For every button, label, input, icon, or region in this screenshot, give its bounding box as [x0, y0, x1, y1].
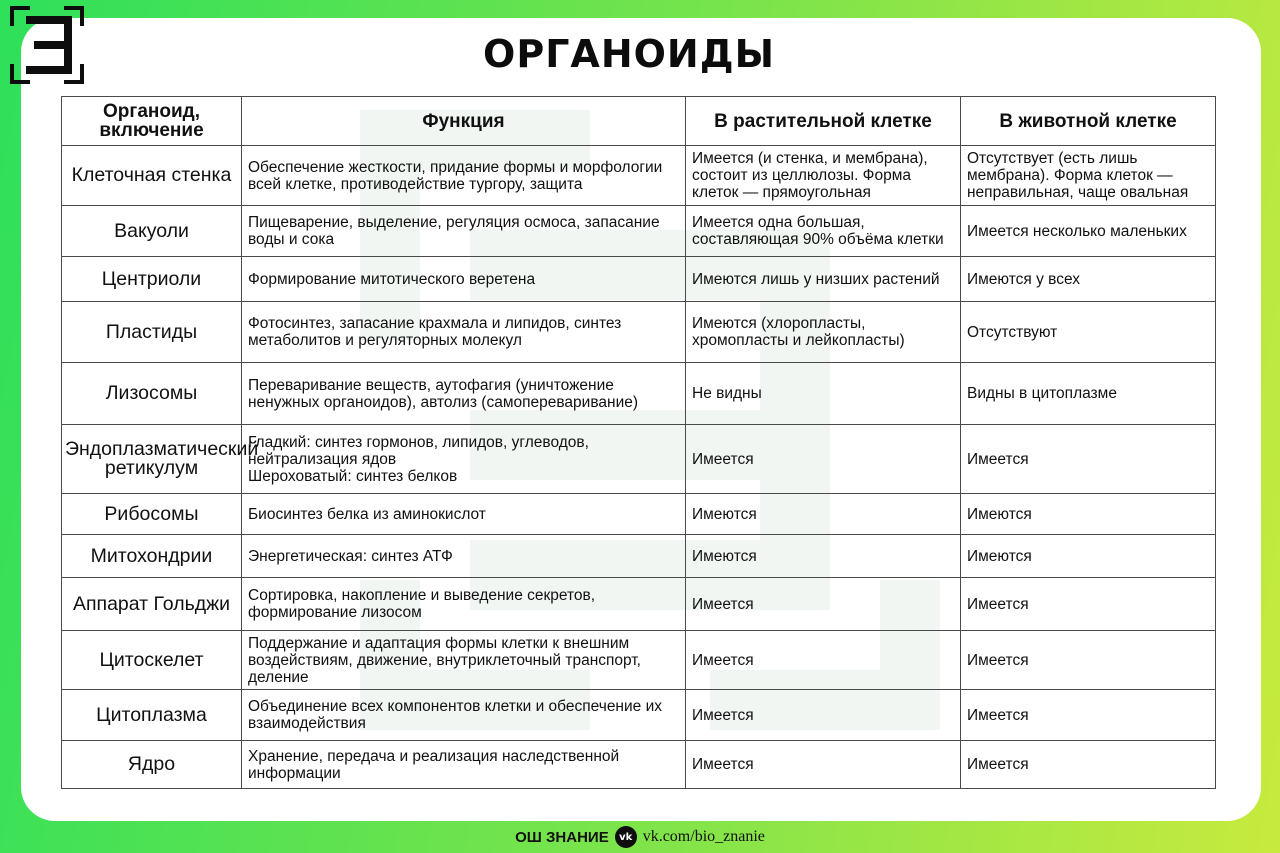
footer-brand: ОШ ЗНАНИЕ	[515, 828, 609, 846]
animal-cell-value: Имеется несколько маленьких	[961, 206, 1216, 257]
function-cell: Обеспечение жесткости, придание формы и морфологии всей клетке, противодействие тургору, защита	[242, 146, 686, 206]
animal-cell-value: Имеются у всех	[961, 257, 1216, 302]
animal-cell-value: Имеется	[961, 741, 1216, 789]
organelle-name-cell: Клеточная стенка	[62, 146, 242, 206]
function-cell: Пищеварение, выделение, регуляция осмоса, запасание воды и сока	[242, 206, 686, 257]
plant-cell-value: Имеется	[686, 631, 961, 690]
animal-cell-value: Имеется	[961, 631, 1216, 690]
organelle-name-cell: Митохондрии	[62, 535, 242, 578]
organelle-name-cell: Эндоплазматический ретикулум	[62, 425, 242, 494]
animal-cell-value: Видны в цитоплазме	[961, 363, 1216, 425]
organelle-name-cell: Лизосомы	[62, 363, 242, 425]
header-plant-cell: В растительной клетке	[686, 97, 961, 146]
footer-link[interactable]: vk.com/bio_znanie	[642, 828, 765, 845]
function-cell: Гладкий: синтез гормонов, липидов, углеводов, нейтрализация ядов Шероховатый: синтез белков	[242, 425, 686, 494]
organelle-name-cell: Цитоскелет	[62, 631, 242, 690]
plant-cell-value: Имеются (хлоропласты, хромопласты и лейкопласты)	[686, 302, 961, 363]
plant-cell-value: Имеется одна большая, составляющая 90% объёма клетки	[686, 206, 961, 257]
vk-icon: vk	[615, 826, 637, 848]
function-cell: Фотосинтез, запасание крахмала и липидов, синтез метаболитов и регуляторных молекул	[242, 302, 686, 363]
function-cell: Биосинтез белка из аминокислот	[242, 494, 686, 535]
footer	[0, 826, 1280, 848]
animal-cell-value: Имеется	[961, 578, 1216, 631]
organelle-name-cell: Цитоплазма	[62, 690, 242, 741]
plant-cell-value: Имеется	[686, 425, 961, 494]
animal-cell-value: Имеются	[961, 494, 1216, 535]
table-row	[62, 425, 1216, 494]
plant-cell-value: Имеется	[686, 741, 961, 789]
animal-cell-value: Имеется	[961, 425, 1216, 494]
header-animal-cell: В животной клетке	[961, 97, 1216, 146]
animal-cell-value: Имеется	[961, 690, 1216, 741]
table-row	[62, 631, 1216, 690]
plant-cell-value: Имеются	[686, 535, 961, 578]
function-cell: Сортировка, накопление и выведение секретов, формирование лизосом	[242, 578, 686, 631]
table-row	[62, 690, 1216, 741]
organelle-name-cell: Аппарат Гольджи	[62, 578, 242, 631]
table-row	[62, 206, 1216, 257]
function-cell: Формирование митотического веретена	[242, 257, 686, 302]
organelle-name-cell: Вакуоли	[62, 206, 242, 257]
plant-cell-value: Имеется (и стенка, и мембрана), состоит из целлюлозы. Форма клеток — прямоугольная	[686, 146, 961, 206]
table-row	[62, 535, 1216, 578]
organelle-name-cell: Центриоли	[62, 257, 242, 302]
plant-cell-value: Имеется	[686, 578, 961, 631]
organelles-table	[61, 96, 1216, 789]
plant-cell-value: Не видны	[686, 363, 961, 425]
table-row	[62, 578, 1216, 631]
function-cell: Переваривание веществ, аутофагия (уничтожение ненужных органоидов), автолиз (самопереваривание)	[242, 363, 686, 425]
header-organelle: Органоид, включение	[62, 97, 242, 146]
table-row	[62, 302, 1216, 363]
plant-cell-value: Имеются лишь у низших растений	[686, 257, 961, 302]
plant-cell-value: Имеется	[686, 690, 961, 741]
table-row	[62, 494, 1216, 535]
animal-cell-value: Отсутствуют	[961, 302, 1216, 363]
function-cell: Поддержание и адаптация формы клетки к внешним воздействиям, движение, внутриклеточный транспорт, деление	[242, 631, 686, 690]
function-cell: Хранение, передача и реализация наследственной информации	[242, 741, 686, 789]
table-row	[62, 741, 1216, 789]
header-function: Функция	[242, 97, 686, 146]
page-title: ОРГАНОИДЫ	[483, 32, 775, 76]
organelle-name-cell: Пластиды	[62, 302, 242, 363]
organelle-name-cell: Ядро	[62, 741, 242, 789]
table-row	[62, 363, 1216, 425]
function-cell: Объединение всех компонентов клетки и обеспечение их взаимодействия	[242, 690, 686, 741]
organelle-name-cell: Рибосомы	[62, 494, 242, 535]
animal-cell-value: Отсутствует (есть лишь мембрана). Форма клеток — неправильная, чаще овальная	[961, 146, 1216, 206]
table-header-row	[62, 97, 1216, 146]
table-row	[62, 146, 1216, 206]
table-row	[62, 257, 1216, 302]
function-cell: Энергетическая: синтез АТФ	[242, 535, 686, 578]
animal-cell-value: Имеются	[961, 535, 1216, 578]
plant-cell-value: Имеются	[686, 494, 961, 535]
